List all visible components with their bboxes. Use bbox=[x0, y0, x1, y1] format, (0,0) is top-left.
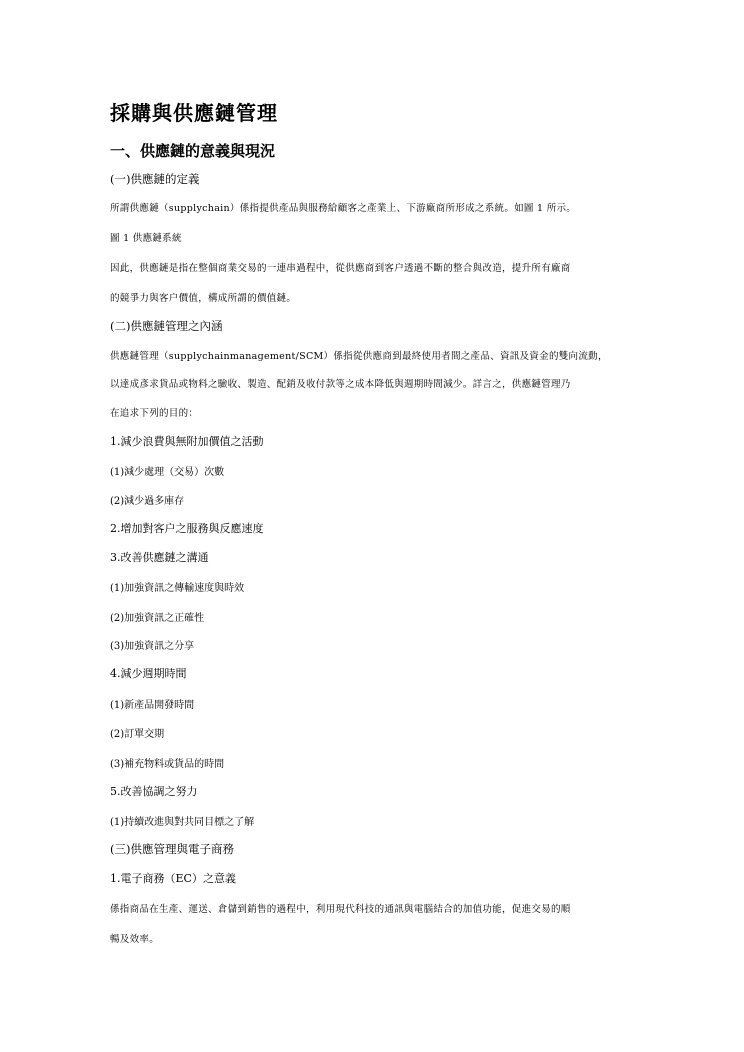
section-heading: 一、供應鏈的意義與現況 bbox=[110, 142, 276, 160]
list-subitem: (3)補充物料或貨品的時間 bbox=[110, 759, 225, 770]
list-subitem: (2)加強資訊之正確性 bbox=[110, 613, 205, 624]
subsection-heading: (二)供應鏈管理之內涵 bbox=[110, 319, 223, 333]
paragraph-line: 暢及效率。 bbox=[110, 934, 160, 945]
list-subitem: (1)減少處理（交易）次數 bbox=[110, 467, 225, 478]
list-item: 1.電子商務（EC）之意義 bbox=[110, 872, 236, 885]
list-item: 3.改善供應鏈之溝通 bbox=[110, 551, 209, 564]
paragraph-line: 所謂供應鏈（supplychain）係指提供產品與服務給顧客之產業上、下游廠商所形成之系統。如圖 1 所示。 bbox=[110, 203, 577, 214]
list-item: 4.減少週期時間 bbox=[110, 667, 187, 680]
document-title: 採購與供應鏈管理 bbox=[110, 101, 278, 125]
paragraph-line: 因此，供應鏈是指在整個商業交易的一連串過程中，從供應商到客户透過不斷的整合與改造，提升所有廠商 bbox=[110, 263, 571, 274]
paragraph-line: 以達成彥求貨品或物料之驗收、製造、配銷及收付款等之成本降低與週期時間減少。詳言之，供應鏈管理乃 bbox=[110, 379, 571, 390]
list-subitem: (1)持續改進與對共同目標之了解 bbox=[110, 817, 255, 828]
list-subitem: (2)減少過多庫存 bbox=[110, 496, 185, 507]
list-subitem: (1)新產品開發時間 bbox=[110, 700, 195, 711]
paragraph-line: 係指商品在生產、運送、倉儲到銷售的過程中，利用現代科技的通訊與電腦結合的加值功能，促進交易的順 bbox=[110, 904, 571, 915]
list-subitem: (1)加強資訊之傳輸速度與時效 bbox=[110, 583, 245, 594]
paragraph-line: 供應鏈管理（supplychainmanagement/SCM）係指從供應商到最終使用者間之產品、資訊及資金的雙向流動， bbox=[110, 351, 608, 362]
subsection-heading: (三)供應管理與電子商務 bbox=[110, 842, 234, 856]
list-item: 1.減少浪費與無附加價值之活動 bbox=[110, 435, 264, 448]
paragraph-line: 的競爭力與客户價值，構成所謂的價值鏈。 bbox=[110, 293, 297, 304]
list-item: 2.增加對客户之服務與反應速度 bbox=[110, 522, 264, 535]
paragraph-line: 在追求下列的目的： bbox=[110, 408, 199, 419]
list-item: 5.改善協調之努力 bbox=[110, 785, 198, 798]
figure-caption: 圖 1 供應鏈系統 bbox=[110, 233, 182, 244]
list-subitem: (3)加強資訊之分享 bbox=[110, 641, 195, 652]
subsection-heading: (一)供應鏈的定義 bbox=[110, 172, 200, 186]
list-subitem: (2)訂單交期 bbox=[110, 729, 165, 740]
